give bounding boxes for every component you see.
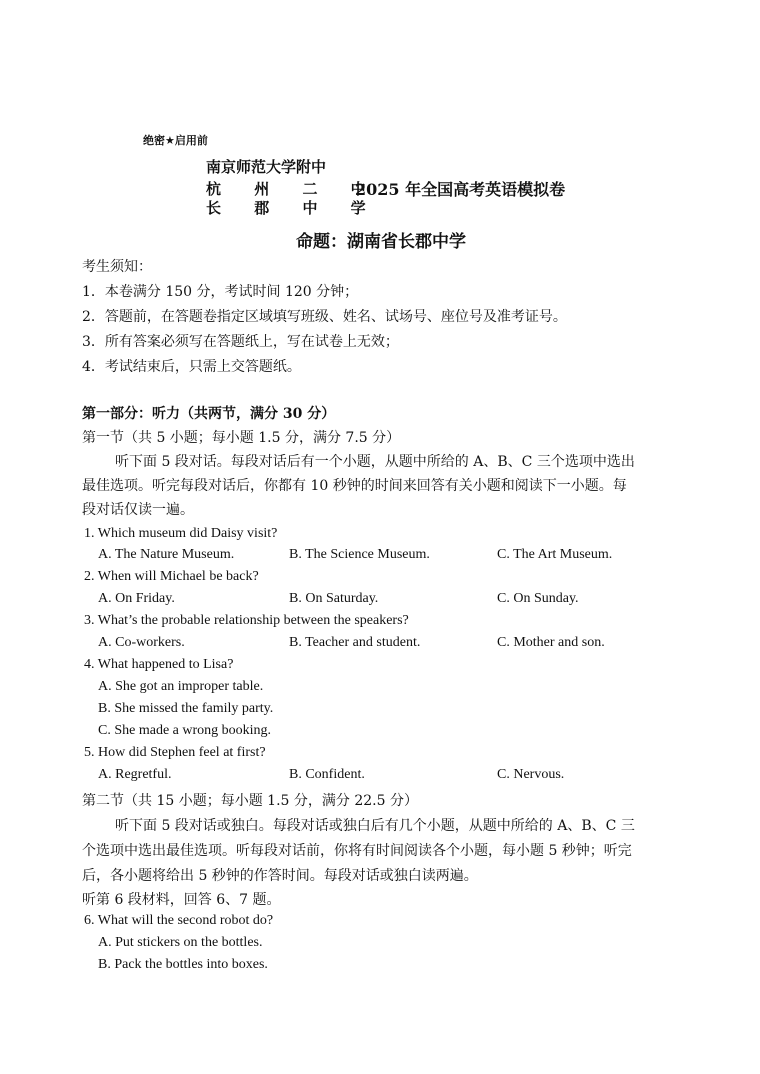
school-name-2: 杭 州 二 中	[206, 180, 380, 198]
option-c: C. She made a wrong booking.	[98, 723, 272, 738]
option-b: B. She missed the family party.	[98, 701, 274, 716]
option-b: B. Confident.	[289, 767, 365, 782]
notice-item: 1．本卷满分 150 分，考试时间 120 分钟；	[82, 284, 359, 300]
question-text: 4. What happened to Lisa?	[84, 657, 234, 672]
question-text: 6. What will the second robot do?	[84, 913, 274, 928]
section2-title: 第二节（共 15 小题；每小题 1.5 分，满分 22.5 分）	[82, 793, 418, 809]
notice-item: 4．考试结束后，只需上交答题纸。	[82, 359, 301, 375]
option-b: B. Pack the bottles into boxes.	[98, 957, 268, 972]
option-c: C. Nervous.	[497, 767, 565, 782]
notice-heading: 考生须知：	[82, 259, 152, 275]
option-b: B. Teacher and student.	[289, 635, 421, 650]
section2-instruction: 后，各小题将给出 5 秒钟的作答时间。每段对话或独白读两遍。	[82, 868, 478, 884]
part1-title: 第一部分：听力（共两节，满分 30 分）	[82, 406, 336, 422]
question-text: 1. Which museum did Daisy visit?	[84, 526, 278, 541]
section1-instruction: 段对话仅读一遍。	[82, 502, 194, 518]
question-text: 5. How did Stephen feel at first?	[84, 745, 266, 760]
section1-title: 第一节（共 5 小题；每小题 1.5 分，满分 7.5 分）	[82, 430, 401, 446]
setter-line: 命题：湖南省长郡中学	[296, 232, 466, 252]
question-text: 2. When will Michael be back?	[84, 569, 259, 584]
option-a: A. Regretful.	[98, 767, 172, 782]
section1-instruction: 听下面 5 段对话。每段对话后有一个小题，从题中所给的 A、B、C 三个选项中选出	[115, 454, 635, 470]
notice-item: 3．所有答案必须写在答题纸上，写在试卷上无效；	[82, 334, 399, 350]
option-b: B. On Saturday.	[289, 591, 379, 606]
school-name-1: 南京师范大学附中	[206, 158, 327, 176]
section2-instruction: 个选项中选出最佳选项。听每段对话前，你将有时间阅读各个小题，每小题 5 秒钟；听完	[82, 843, 632, 859]
option-a: A. On Friday.	[98, 591, 175, 606]
material-6-heading: 听第 6 段材料，回答 6、7 题。	[82, 892, 281, 908]
section2-instruction: 听下面 5 段对话或独白。每段对话或独白后有几个小题，从题中所给的 A、B、C 三	[115, 818, 635, 834]
secret-mark: 绝密★启用前	[143, 134, 208, 147]
notice-item: 2．答题前，在答题卷指定区域填写班级、姓名、试场号、座位号及准考证号。	[82, 309, 567, 325]
option-c: C. The Art Museum.	[497, 547, 613, 562]
option-a: A. The Nature Museum.	[98, 547, 235, 562]
option-a: A. Co-workers.	[98, 635, 185, 650]
exam-title: 2025 年全国高考英语模拟卷	[355, 180, 566, 199]
option-c: C. On Sunday.	[497, 591, 579, 606]
question-text: 3. What’s the probable relationship between the speakers?	[84, 613, 409, 628]
school-name-3: 长 郡 中 学	[206, 199, 380, 217]
option-a: A. She got an improper table.	[98, 679, 264, 694]
option-a: A. Put stickers on the bottles.	[98, 935, 263, 950]
option-c: C. Mother and son.	[497, 635, 605, 650]
option-b: B. The Science Museum.	[289, 547, 430, 562]
section1-instruction: 最佳选项。听完每段对话后，你都有 10 秒钟的时间来回答有关小题和阅读下一小题。每	[82, 478, 627, 494]
